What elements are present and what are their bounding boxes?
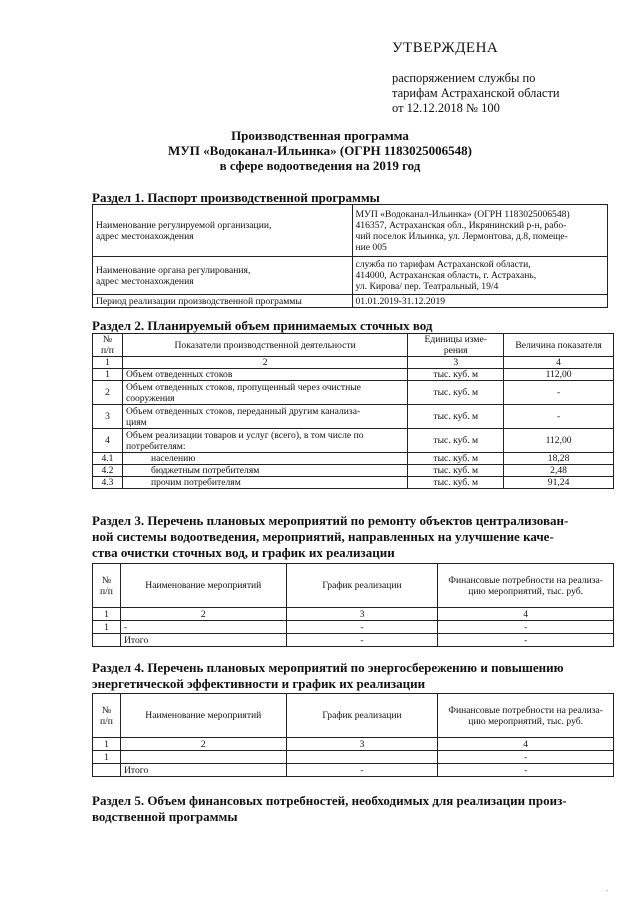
table-cell: 1 bbox=[93, 369, 123, 381]
table-cell: - bbox=[438, 764, 614, 777]
cell-line: служба по тарифам Астраханской области, bbox=[355, 259, 531, 270]
table-cell: тыс. куб. м bbox=[408, 369, 504, 381]
table-cell: Итого bbox=[120, 634, 286, 647]
program-title-line: Производственная программа bbox=[231, 128, 409, 143]
cell-line: Наименование органа регулирования, bbox=[96, 264, 251, 276]
table-cell: тыс. куб. м bbox=[408, 381, 504, 405]
title-line: Раздел 4. Перечень плановых мероприятий по энергосбережению и повышению bbox=[92, 660, 564, 675]
table-header-row bbox=[93, 564, 614, 608]
table-total-row bbox=[93, 764, 614, 777]
passport-table bbox=[92, 204, 608, 308]
cell-line: чий поселок Ильинка, ул. Лермонтова, д.8, помеще- bbox=[355, 230, 568, 242]
table-cell: - bbox=[286, 634, 438, 647]
header-cell bbox=[93, 334, 123, 357]
table-header-row bbox=[93, 694, 614, 738]
table-row bbox=[93, 621, 614, 634]
volume-table bbox=[92, 333, 614, 489]
table-cell bbox=[93, 764, 121, 777]
cell-line: адрес местонахождения bbox=[96, 275, 194, 287]
table-cell: 3 bbox=[408, 357, 504, 369]
cell-line: циям bbox=[125, 416, 147, 428]
table-cell: - bbox=[286, 764, 438, 777]
cell-line: адрес местонахождения bbox=[96, 230, 194, 242]
table-cell bbox=[352, 257, 608, 295]
table-row bbox=[93, 405, 614, 429]
cell-line: Единицы изме- bbox=[424, 334, 487, 345]
cell-line: цию мероприятий, тыс. руб. bbox=[468, 715, 584, 727]
table-row bbox=[93, 369, 614, 381]
table-cell: тыс. куб. м bbox=[408, 405, 504, 429]
table-cell: 1 bbox=[93, 738, 121, 751]
cell-line: Объем реализации товаров и услуг (всего), в том числе по bbox=[125, 429, 364, 441]
cell-line: № bbox=[102, 334, 113, 345]
table-cell: тыс. куб. м bbox=[408, 453, 504, 465]
cell-line: № bbox=[101, 704, 112, 716]
cell-line: ние 005 bbox=[355, 241, 387, 253]
header-cell: Наименование мероприятий bbox=[120, 694, 286, 738]
table-cell: Объем отведенных стоков bbox=[122, 369, 407, 381]
table-row bbox=[93, 465, 614, 477]
approval-line: от 12.12.2018 № 100 bbox=[392, 101, 500, 115]
table-cell: 4 bbox=[93, 429, 123, 453]
table-cell bbox=[286, 751, 438, 764]
header-cell bbox=[438, 694, 614, 738]
table-cell: 2 bbox=[122, 357, 407, 369]
cell-line: Финансовые потребности на реализа- bbox=[448, 574, 603, 586]
cell-line: рения bbox=[443, 345, 468, 356]
table-cell: тыс. куб. м bbox=[408, 465, 504, 477]
table-cell: населению bbox=[122, 453, 407, 465]
title-line: водственной программы bbox=[92, 809, 238, 824]
table-cell: - bbox=[438, 634, 614, 647]
table-cell: 4 bbox=[438, 738, 614, 751]
table-index-row bbox=[93, 738, 614, 751]
repair-activities-table bbox=[92, 563, 614, 647]
cell-line: п/п bbox=[100, 715, 113, 727]
cell-line: МУП «Водоканал-Ильинка» (ОГРН 1183025006548) bbox=[355, 208, 570, 220]
cell-line: Объем отведенных стоков, переданный другим канализа- bbox=[125, 405, 361, 417]
table-cell bbox=[93, 205, 353, 257]
title-line: Раздел 5. Объем финансовых потребностей, необходимых для реализации произ- bbox=[92, 793, 567, 808]
header-cell bbox=[93, 564, 121, 608]
table-header-row bbox=[93, 334, 614, 357]
title-line: энергетической эффективности и график их реализации bbox=[92, 676, 426, 691]
table-cell bbox=[93, 257, 353, 295]
table-cell: прочим потребителям bbox=[122, 477, 407, 489]
table-cell: 3 bbox=[93, 405, 123, 429]
table-cell: 4.2 bbox=[93, 465, 123, 477]
table-row bbox=[93, 257, 608, 295]
cell-line: сооружения bbox=[125, 392, 175, 404]
header-cell: Показатели производственной деятельности bbox=[122, 334, 407, 357]
table-cell: 91,24 bbox=[504, 477, 614, 489]
footer-mark: . bbox=[606, 884, 608, 893]
approval-line: тарифам Астраханской области bbox=[392, 86, 560, 100]
table-cell bbox=[122, 429, 407, 453]
program-title bbox=[0, 128, 640, 173]
table-cell: 2 bbox=[120, 608, 286, 621]
title-line: ной системы водоотведения, мероприятий, направленных на улучшение каче- bbox=[92, 529, 554, 544]
header-cell bbox=[408, 334, 504, 357]
header-cell: Наименование мероприятий bbox=[120, 564, 286, 608]
table-row bbox=[93, 453, 614, 465]
section1-title: Раздел 1. Паспорт производственной программы bbox=[92, 190, 380, 205]
table-cell: 2 bbox=[120, 738, 286, 751]
table-cell: 112,00 bbox=[504, 369, 614, 381]
header-cell: Величина показателя bbox=[504, 334, 614, 357]
table-row bbox=[93, 751, 614, 764]
table-total-row bbox=[93, 634, 614, 647]
table-cell: Итого bbox=[120, 764, 286, 777]
approval-heading: УТВЕРЖДЕНА bbox=[392, 40, 499, 56]
table-cell bbox=[120, 751, 286, 764]
cell-line: Наименование регулируемой организации, bbox=[96, 219, 272, 231]
table-cell: 2,48 bbox=[504, 465, 614, 477]
table-cell: тыс. куб. м bbox=[408, 429, 504, 453]
cell-line: цию мероприятий, тыс. руб. bbox=[468, 585, 584, 597]
table-cell bbox=[352, 205, 608, 257]
table-cell: 112,00 bbox=[504, 429, 614, 453]
table-cell: - bbox=[504, 381, 614, 405]
table-cell: бюджетным потребителям bbox=[122, 465, 407, 477]
table-cell: 4.1 bbox=[93, 453, 123, 465]
table-cell: 1 bbox=[93, 751, 121, 764]
section2-title: Раздел 2. Планируемый объем принимаемых сточных вод bbox=[92, 318, 433, 333]
table-cell: 18,28 bbox=[504, 453, 614, 465]
table-cell: 1 bbox=[93, 357, 123, 369]
cell-line: 416357, Астраханская обл., Икрянинский р-н, рабо- bbox=[355, 219, 567, 231]
cell-line: п/п bbox=[101, 345, 114, 356]
table-cell: 1 bbox=[93, 608, 121, 621]
table-row bbox=[93, 429, 614, 453]
table-cell: - bbox=[438, 751, 614, 764]
table-cell: 2 bbox=[93, 381, 123, 405]
cell-line: № bbox=[101, 574, 112, 586]
energy-activities-table bbox=[92, 693, 614, 777]
table-cell: Период реализации производственной программы bbox=[93, 295, 353, 308]
section3-title bbox=[92, 513, 616, 561]
title-line: Раздел 3. Перечень плановых мероприятий по ремонту объектов централизован- bbox=[92, 513, 569, 528]
table-cell: 3 bbox=[286, 738, 438, 751]
table-cell bbox=[122, 381, 407, 405]
cell-line: ул. Кирова/ пер. Театральный, 19/4 bbox=[355, 281, 499, 292]
header-cell bbox=[438, 564, 614, 608]
cell-line: п/п bbox=[100, 585, 113, 597]
cell-line: 414000, Астраханская область, г. Астрахань, bbox=[355, 270, 537, 281]
table-cell: 4 bbox=[504, 357, 614, 369]
cell-line: Объем отведенных стоков, пропущенный через очистные bbox=[125, 381, 361, 393]
section5-title bbox=[92, 793, 616, 825]
table-cell: - bbox=[438, 621, 614, 634]
table-cell bbox=[122, 405, 407, 429]
section4-title bbox=[92, 660, 616, 692]
cell-line: потребителям: bbox=[125, 440, 186, 452]
approval-block bbox=[392, 40, 632, 116]
table-cell: 4 bbox=[438, 608, 614, 621]
table-cell: 01.01.2019-31.12.2019 bbox=[352, 295, 608, 308]
table-cell: 3 bbox=[286, 608, 438, 621]
approval-line: распоряжением службы по bbox=[392, 71, 536, 85]
table-row bbox=[93, 477, 614, 489]
program-title-line: в сфере водоотведения на 2019 год bbox=[219, 158, 421, 173]
title-line: ства очистки сточных вод, и график их реализации bbox=[92, 545, 395, 560]
table-cell: 4.3 bbox=[93, 477, 123, 489]
table-cell bbox=[93, 634, 121, 647]
table-index-row bbox=[93, 608, 614, 621]
table-row bbox=[93, 381, 614, 405]
table-row bbox=[93, 295, 608, 308]
table-cell: - bbox=[286, 621, 438, 634]
table-cell: - bbox=[504, 405, 614, 429]
table-cell: тыс. куб. м bbox=[408, 477, 504, 489]
header-cell: График реализации bbox=[286, 564, 438, 608]
header-cell: График реализации bbox=[286, 694, 438, 738]
table-cell: - bbox=[120, 621, 286, 634]
program-title-line: МУП «Водоканал-Ильинка» (ОГРН 1183025006548) bbox=[168, 143, 472, 158]
table-cell: 1 bbox=[93, 621, 121, 634]
cell-line: Финансовые потребности на реализа- bbox=[448, 704, 603, 716]
table-row bbox=[93, 205, 608, 257]
header-cell bbox=[93, 694, 121, 738]
table-index-row bbox=[93, 357, 614, 369]
